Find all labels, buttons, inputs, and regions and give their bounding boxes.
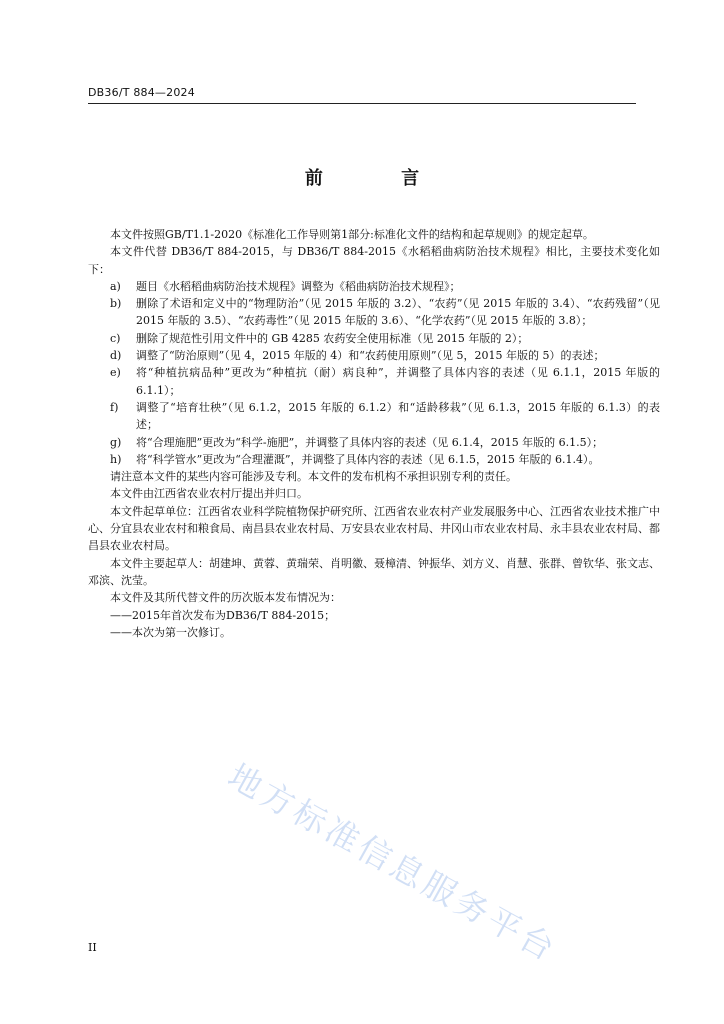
list-item-text: 调整了“培育壮秧”（见 6.1.2，2015 年版的 6.1.2）和“适龄移栽”（见 6.1.3，2015 年版的 6.1.3）的表述； xyxy=(136,400,660,432)
drafters: 本文件主要起草人：胡建坤、黄蓉、黄瑞荣、肖明徽、聂樟清、钟振华、刘方义、肖慧、张群、曾钦华、张文志、邓滨、沈莹。 xyxy=(88,556,660,587)
list-marker: c) xyxy=(110,331,121,345)
history-item: ——2015年首次发布为DB36/T 884-2015； xyxy=(110,608,336,622)
foreword-body xyxy=(88,226,660,641)
list-item-text: 调整了“防治原则”（见 4，2015 年版的 4）和“农药使用原则”（见 5，2015 年版的 5）的表述； xyxy=(136,349,605,363)
document-code: DB36/T 884—2024 xyxy=(88,86,195,99)
page-title: 前 言 xyxy=(304,168,456,189)
list-marker: g) xyxy=(110,435,122,449)
list-item-text: 删除了规范性引用文件中的 GB 4285 农药安全使用标准（见 2015 年版的 2）； xyxy=(136,331,529,345)
changes-list xyxy=(88,278,660,468)
list-item xyxy=(88,295,660,330)
list-marker: f) xyxy=(110,400,119,414)
list-item-text: 将“种植抗病品种”更改为“种植抗（耐）病良种”，并调整了具体内容的表述（见 6.1.1，2015 年版的 6.1.1）； xyxy=(136,366,660,397)
patent-notice: 请注意本文件的某些内容可能涉及专利。本文件的发布机构不承担识别专利的责任。 xyxy=(110,470,517,484)
drafting-units: 本文件起草单位：江西省农业科学院植物保护研究所、江西省农业农村产业发展服务中心、江西省农业技术推广中心、分宜县农业农村和粮食局、南昌县农业农村局、万安县农业农村局、井冈山市农业农村局、永丰县农业农村局、都昌县农业农村局。 xyxy=(88,504,660,553)
watermark: 地方标准信息服务平台 xyxy=(221,756,565,970)
header-divider xyxy=(88,103,636,104)
list-marker: d) xyxy=(110,349,122,363)
intro-paragraph-2: 本文件代替 DB36/T 884-2015，与 DB36/T 884-2015《水稻稻曲病防治技术规程》相比，主要技术变化如下： xyxy=(88,245,660,276)
list-item xyxy=(88,451,660,468)
list-item-text: 删除了术语和定义中的“物理防治”（见 2015 年版的 3.2）、“农药”（见 2015 年版的 3.4）、“农药残留”（见 2015 年版的 3.5）、“农药毒性”（见 2015 年版的 3.6）、“化学农药”（见 2015 年版的 3.8）； xyxy=(136,297,660,328)
list-item-text: 将“合理施肥”更改为“科学-施肥”，并调整了具体内容的表述（见 6.1.4，2015 年版的 6.1.5）； xyxy=(136,435,604,449)
page-number: II xyxy=(88,941,97,954)
list-item-text: 题目《水稻稻曲病防治技术规程》调整为《稻曲病防治技术规程》； xyxy=(136,279,461,293)
list-item xyxy=(88,434,660,451)
list-item xyxy=(88,399,660,434)
proposer-statement: 本文件由江西省农业农村厅提出并归口。 xyxy=(110,487,308,501)
list-item xyxy=(88,347,660,364)
list-item xyxy=(88,278,660,295)
history-intro: 本文件及其所代替文件的历次版本发布情况为： xyxy=(110,591,341,605)
list-item xyxy=(88,364,660,399)
list-marker: e) xyxy=(110,366,121,380)
list-item-text: 将“科学管水”更改为“合理灌溉”，并调整了具体内容的表述（见 6.1.5，2015 年版的 6.1.4）。 xyxy=(136,452,600,466)
intro-paragraph-1: 本文件按照GB/T1.1-2020《标准化工作导则第1部分:标准化文件的结构和起草规则》的规定起草。 xyxy=(110,228,594,241)
list-marker: a) xyxy=(110,279,121,293)
history-item: ——本次为第一次修订。 xyxy=(110,625,231,639)
list-marker: h) xyxy=(110,452,122,466)
list-marker: b) xyxy=(110,297,122,311)
list-item xyxy=(88,330,660,347)
